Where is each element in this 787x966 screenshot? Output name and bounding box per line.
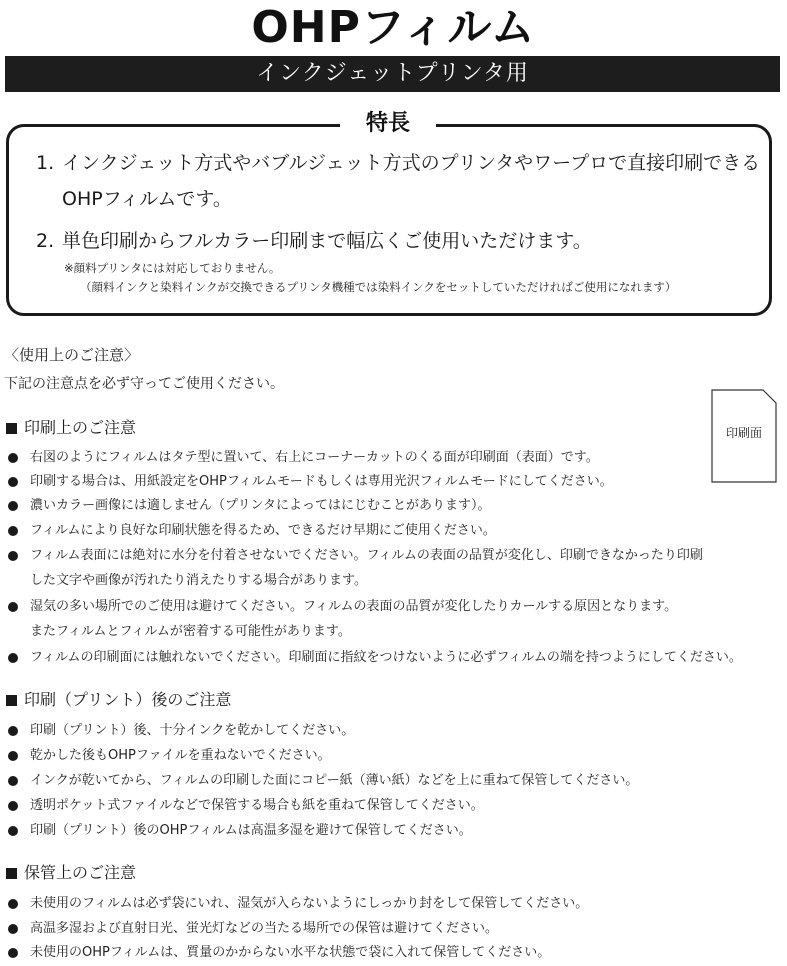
feature-number-2: 2.: [36, 230, 55, 252]
list-item: 右図のようにフィルムはタテ型に置いて、右上にコーナーカットのくる面が印刷面（表面）です。: [30, 450, 599, 465]
feature-2-note-2: （顔料インクと染料インクが交換できるプリンタ機種では染料インクをセットしていただければご使用になれます）: [80, 280, 677, 294]
list-item: フィルム表面には絶対に水分を付着させないでください。フィルムの表面の品質が変化し、印刷できなかったり印刷: [30, 548, 703, 563]
bullet-icon: [8, 948, 18, 958]
bullet-icon: [8, 751, 18, 761]
film-diagram: [711, 389, 777, 483]
usage-heading: 〈使用上のご注意〉: [4, 346, 140, 364]
bullet-icon: [8, 551, 18, 561]
bullet-icon: [8, 526, 18, 536]
list-item: 未使用のフィルムは必ず袋にいれ、湿気が入らないようにしっかり封をして保管してください。: [30, 896, 589, 911]
list-item: 乾かした後もOHPファイルを重ねないでください。: [30, 748, 331, 763]
film-print-side-label: 印刷面: [725, 426, 762, 440]
list-item: インクが乾いてから、フィルムの印刷した面にコピー紙（薄い紙）などを上に重ねて保管してください。: [30, 773, 639, 788]
list-item: 印刷（プリント）後、十分インクを乾かしてください。: [30, 723, 355, 738]
square-bullet-icon: [6, 695, 17, 706]
square-bullet-icon: [6, 423, 17, 434]
bullet-icon: [8, 602, 18, 612]
feature-number-1: 1.: [36, 152, 55, 174]
list-item: 透明ポケット式ファイルなどで保管する場合も紙を重ねて保管してください。: [30, 798, 484, 813]
feature-1-line-1: インクジェット方式やバブルジェット方式のプリンタやワープロで直接印刷できる: [62, 152, 761, 174]
bullet-icon: [8, 453, 18, 463]
bullet-icon: [8, 477, 18, 487]
section-heading-printing: 印刷上のご注意: [6, 417, 136, 439]
feature-2-line-1: 単色印刷からフルカラー印刷まで幅広くご使用いただけます。: [62, 230, 592, 252]
section-heading-after-printing: 印刷（プリント）後のご注意: [6, 689, 231, 711]
list-item: フィルムにより良好な印刷状態を得るため、できるだけ早期にご使用ください。: [30, 523, 496, 538]
bullet-icon: [8, 653, 18, 663]
usage-intro: 下記の注意点を必ず守ってご使用ください。: [4, 376, 284, 392]
bullet-icon: [8, 501, 18, 511]
feature-2-note-1: ※顔料プリンタには対応しておりません。: [64, 261, 281, 275]
list-item: 印刷する場合は、用紙設定をOHPフィルムモードもしくは専用光沢フィルムモードにしてください。: [30, 474, 613, 489]
bullet-icon: [8, 726, 18, 736]
square-bullet-icon: [6, 868, 17, 879]
page-title: OHPフィルム: [251, 2, 536, 53]
list-item: 濃いカラー画像には適しません（プリンタによってはにじむことがあります）。: [30, 498, 491, 513]
bullet-icon: [8, 826, 18, 836]
features-heading: 特長: [340, 110, 436, 138]
bullet-icon: [8, 776, 18, 786]
bullet-icon: [8, 801, 18, 811]
bullet-icon: [8, 924, 18, 934]
list-item: フィルムの印刷面には触れないでください。印刷面に指紋をつけないように必ずフィルムの端を持つようにしてください。: [30, 650, 742, 665]
feature-1-line-2: OHPフィルムです。: [62, 188, 232, 210]
subtitle-banner: インクジェットプリンタ用: [5, 56, 780, 92]
section-heading-storage: 保管上のご注意: [6, 862, 136, 884]
list-item: 印刷（プリント）後のOHPフィルムは高温多湿を避けて保管してください。: [30, 823, 472, 838]
list-item: 未使用のOHPフィルムは、質量のかからない水平な状態で袋に入れて保管してください。: [30, 945, 551, 960]
list-item: 湿気の多い場所でのご使用は避けてください。フィルムの表面の品質が変化したりカールする原因となります。: [30, 599, 678, 614]
list-item: 高温多湿および直射日光、蛍光灯などの当たる場所での保管は避けてください。: [30, 921, 499, 936]
list-item-continuation: した文字や画像が汚れたり消えたりする場合があります。: [30, 573, 367, 588]
list-item-continuation: またフィルムとフィルムが密着する可能性があります。: [30, 624, 351, 639]
bullet-icon: [8, 899, 18, 909]
